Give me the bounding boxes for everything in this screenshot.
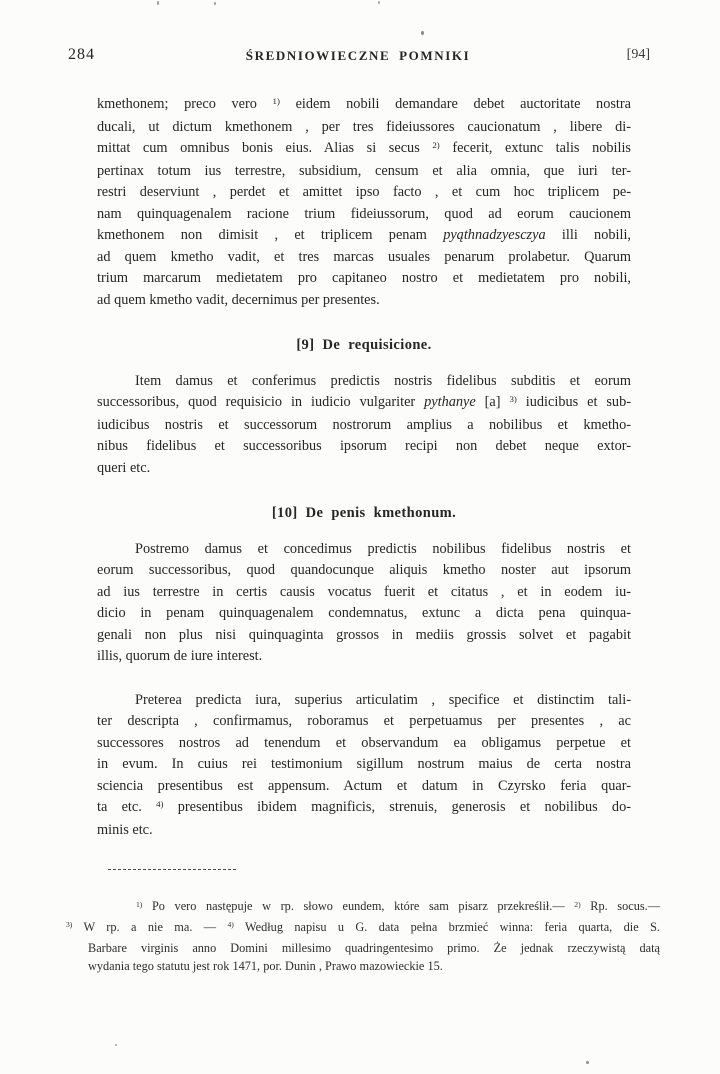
- text-segment: eidem nobili demandare debet auctoritate nostra: [279, 96, 631, 112]
- vernacular-term: pyąthnadzyesczya: [443, 227, 546, 243]
- text-segment: Według napisu u G. data pełna brzmieć winna: feria quarta, die S.: [233, 919, 660, 934]
- text-line: [97, 94, 631, 117]
- footnote-marker: 4): [227, 920, 234, 930]
- text-segment: kmethonem non dimisit , et triplicem penam: [97, 227, 444, 243]
- page-number: 284: [68, 46, 95, 63]
- text-line: [97, 690, 631, 712]
- text-segment: Postremo damus et concedimus predictis nobilibus fidelibus nostris et: [135, 540, 631, 557]
- text-line: [66, 939, 660, 958]
- text-segment: iudicibus nostris et successorum nostrorum amplius a nobilibus et kmetho-: [97, 416, 631, 433]
- text-line: [97, 268, 631, 290]
- text-column: [97, 94, 631, 841]
- text-segment: trium marcarum medietatem pro capitaneo nostro et medietatem pro nobili,: [97, 270, 631, 286]
- text-line: [66, 897, 660, 918]
- text-segment: Rp. socus.—: [580, 899, 660, 913]
- footnote-marker: 4): [156, 799, 164, 810]
- text-segment: ducali, ut dictum kmethonem , per tres fideiussores caucionatum , libere di-: [97, 118, 631, 135]
- text-line: [97, 415, 631, 437]
- text-segment: minis etc.: [97, 821, 153, 838]
- footnote-separator: [108, 869, 236, 870]
- text-line: [97, 733, 631, 755]
- paragraph: [97, 539, 631, 668]
- text-segment: ter descripta , confirmamus, roboramus et perpetuamus per presentes , ac: [97, 713, 631, 729]
- text-segment: ad ius terrestre in certis causis vocatus fuerit et citatus , et in eodem iu-: [97, 583, 631, 600]
- text-line: [97, 290, 631, 312]
- scan-artifact: [157, 1, 159, 5]
- text-segment: genali non plus nisi quinquaginta grossos in mediis grossis solvet et pagabit: [97, 626, 631, 643]
- text-line: [97, 560, 631, 582]
- text-line: [97, 646, 631, 668]
- footnotes: [66, 897, 660, 976]
- footnote-marker: 2): [574, 899, 581, 909]
- text-line: [97, 204, 631, 226]
- text-line: [97, 161, 631, 183]
- text-line: [97, 582, 631, 604]
- text-line: [97, 625, 631, 647]
- text-line: [97, 182, 631, 204]
- footnote-marker: 1): [136, 899, 143, 909]
- text-line: [97, 458, 631, 480]
- text-segment: restri deserviunt , perdet et amittet ipso facto , et cum hoc triplicem pe-: [97, 184, 631, 200]
- text-segment: W rp. a nie ma. —: [72, 919, 228, 934]
- text-line: [66, 918, 660, 939]
- text-segment: wydania tego statutu jest rok 1471, por. Dunin , Prawo mazowieckie 15.: [88, 959, 443, 974]
- text-segment: iudicibus et sub-: [516, 394, 631, 410]
- text-line: [97, 797, 631, 820]
- text-segment: illi nobili,: [545, 227, 631, 243]
- text-segment: kmethonem; preco vero: [97, 96, 273, 112]
- text-segment: nam quinquagenalem racione trium fideiussorum, quod ad eorum caucionem: [97, 205, 631, 222]
- vernacular-term: pythanye: [424, 394, 476, 410]
- text-line: [97, 225, 631, 247]
- paragraph: [97, 371, 631, 480]
- running-title: ŚREDNIOWIECZNE POMNIKI: [245, 48, 471, 63]
- text-segment: nibus fidelibus et successoribus ipsorum recipi non debet neque extor-: [97, 438, 631, 454]
- paragraph: [97, 94, 631, 311]
- text-segment: presentibus ibidem magnificis, strenuis, generosis et nobilibus do-: [163, 799, 631, 815]
- text-segment: mittat cum omnibus bonis eius. Alias si secus: [97, 140, 433, 156]
- footnote-marker: 3): [509, 394, 517, 405]
- text-line: [97, 539, 631, 561]
- scan-artifact: [421, 31, 424, 35]
- text-segment: Item damus et conferimus predictis nostris fidelibus subditis et eorum: [135, 372, 631, 389]
- text-line: [66, 957, 660, 976]
- text-line: [97, 711, 631, 733]
- text-line: [97, 776, 631, 798]
- text-segment: dicio in penam quinquagenalem condemnatus, extunc a dicta pena quinqua-: [97, 605, 631, 621]
- scan-artifact: [378, 1, 380, 4]
- scan-artifact: [115, 1044, 117, 1046]
- text-segment: ad quem kmetho vadit, et tres marcas usuales penarum prolabetur. Quarum: [97, 248, 631, 265]
- text-line: [97, 754, 631, 776]
- text-line: [97, 138, 631, 161]
- text-line: [97, 117, 631, 139]
- text-segment: successoribus, quod requisicio in iudicio vulgariter: [97, 394, 425, 410]
- text-segment: queri etc.: [97, 459, 151, 476]
- text-segment: [a]: [475, 394, 510, 410]
- scan-artifact: [214, 2, 216, 5]
- text-line: [97, 392, 631, 415]
- text-segment: sciencia presentibus est appensum. Actum et datum in Czyrsko feria quar-: [97, 777, 631, 794]
- footnote-marker: 1): [272, 96, 280, 107]
- text-segment: Barbare virginis anno Domini millesimo quadringentesimo primo. Że jednak rzeczywistą datą: [88, 940, 660, 955]
- text-segment: fecerit, extunc talis nobilis: [439, 140, 631, 156]
- text-segment: ad quem kmetho vadit, decernimus per presentes.: [97, 291, 380, 308]
- text-line: [97, 603, 631, 625]
- text-segment: eorum successoribus, quod quandocunque aliquis kmetho noster aut ipsorum: [97, 562, 631, 578]
- text-segment: in evum. In cuius rei testimonium sigillum nostrum maius de certa nostra: [97, 756, 631, 772]
- footnote-marker: 3): [66, 920, 73, 930]
- section-heading: [9] De requisicione.: [296, 337, 432, 353]
- section-heading: [10] De penis kmethonum.: [271, 505, 457, 521]
- scan-artifact: [586, 1061, 589, 1064]
- text-segment: pertinax totum ius terrestre, subsidium, censum et alia omnia, que iuri ter-: [97, 162, 631, 179]
- margin-reference: [94]: [626, 47, 650, 62]
- text-segment: Preterea predicta iura, superius articulatim , specifice et distinctim tali-: [135, 691, 631, 708]
- text-segment: ta etc.: [97, 799, 157, 815]
- paragraph: [97, 690, 631, 842]
- text-line: [97, 436, 631, 458]
- text-line: [97, 820, 631, 842]
- text-line: [97, 247, 631, 269]
- text-segment: Po vero następuje w rp. słowo eundem, które sam pisarz przekreślił.—: [142, 899, 575, 913]
- text-segment: successores nostros ad tenendum et observandum ea obligamus perpetue et: [97, 734, 631, 751]
- text-segment: illis, quorum de iure interest.: [97, 648, 263, 664]
- text-line: [97, 371, 631, 393]
- footnote-marker: 2): [432, 140, 440, 151]
- page-header: [66, 46, 650, 68]
